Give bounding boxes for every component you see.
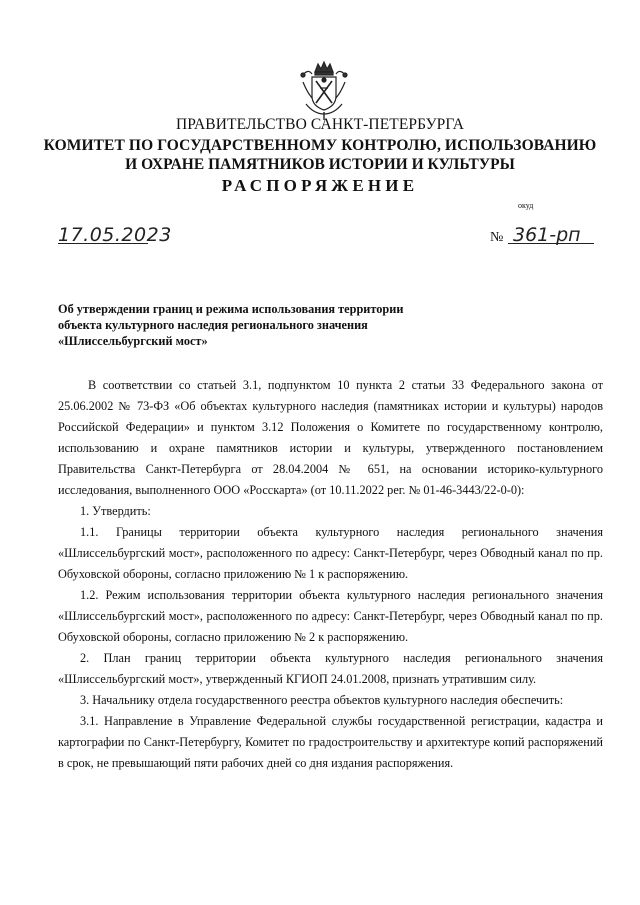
document-type-title: РАСПОРЯЖЕНИЕ (221, 176, 419, 195)
document-date: 17.05.2023 (58, 224, 172, 246)
committee-title-line2: И ОХРАНЕ ПАМЯТНИКОВ ИСТОРИИ И КУЛЬТУРЫ (125, 156, 515, 173)
coat-of-arms-icon (298, 58, 350, 120)
date-underline (58, 243, 148, 244)
number-underline (508, 243, 594, 244)
paragraph-1: 1. Утвердить: (80, 504, 151, 518)
paragraph-3-1: 3.1. Направление в Управление Федеральной службы государственной регистрации, кадастра и картографии по Санкт-Петербургу, Комитет по градостроительству и архитектуре копий распоряжений в срок, не превышающий пяти рабочих дней со дня издания распоряжения. (58, 714, 603, 770)
government-title: ПРАВИТЕЛЬСТВО САНКТ-ПЕТЕРБУРГА (175, 116, 465, 133)
subject-line: Об утверждении границ и режима использования территории (58, 302, 404, 316)
committee-title-line1: КОМИТЕТ ПО ГОСУДАРСТВЕННОМУ КОНТРОЛЮ, ИСПОЛЬЗОВАНИЮ (43, 137, 597, 154)
paragraph-3: 3. Начальнику отдела государственного реестра объектов культурного наследия обеспечить: (80, 693, 564, 707)
paragraph-1-2: 1.2. Режим использования территории объекта культурного наследия регионального значения «Шлиссельбургский мост», расположенного по адресу: Санкт-Петербург, через Обводный канал по пр. Обуховской обороны, согласно приложению № 2 к распоряжению. (58, 588, 603, 644)
document-body (58, 375, 603, 774)
okud-label: окуд (518, 201, 534, 210)
subject-line: «Шлиссельбургский мост» (58, 334, 208, 348)
document-number: 361-рп (513, 224, 581, 246)
paragraph-1-1: 1.1. Границы территории объекта культурного наследия регионального значения «Шлиссельбургский мост», расположенного по адресу: Санкт-Петербург, через Обводный канал по пр. Обуховской обороны, согласно приложению № 1 к распоряжению. (58, 525, 603, 581)
subject-line: объекта культурного наследия регионального значения (58, 318, 368, 332)
number-sign: № (490, 230, 504, 245)
preamble-paragraph: В соответствии со статьей 3.1, подпунктом 10 пункта 2 статьи 33 Федерального закона от 25.06.2002 № 73-ФЗ «Об объектах культурного наследия (памятниках истории и культуры) народов Российской Федерации» и пунктом 3.12 Положения о Комитете по государственному контролю, использованию и охране памятников истории и культуры, утвержденного постановлением Правительства Санкт-Петербурга от 28.04.2004 № 651, на основании историко-культурного исследования, выполненного ООО «Росскарта» (от 10.11.2022 рег. № 01-46-3443/22-0-0): (58, 378, 603, 497)
document-subject (58, 301, 403, 349)
paragraph-2: 2. План границ территории объекта культурного наследия регионального значения «Шлиссельбургский мост», утвержденный КГИОП 24.01.2008, признать утратившим силу. (58, 651, 603, 686)
